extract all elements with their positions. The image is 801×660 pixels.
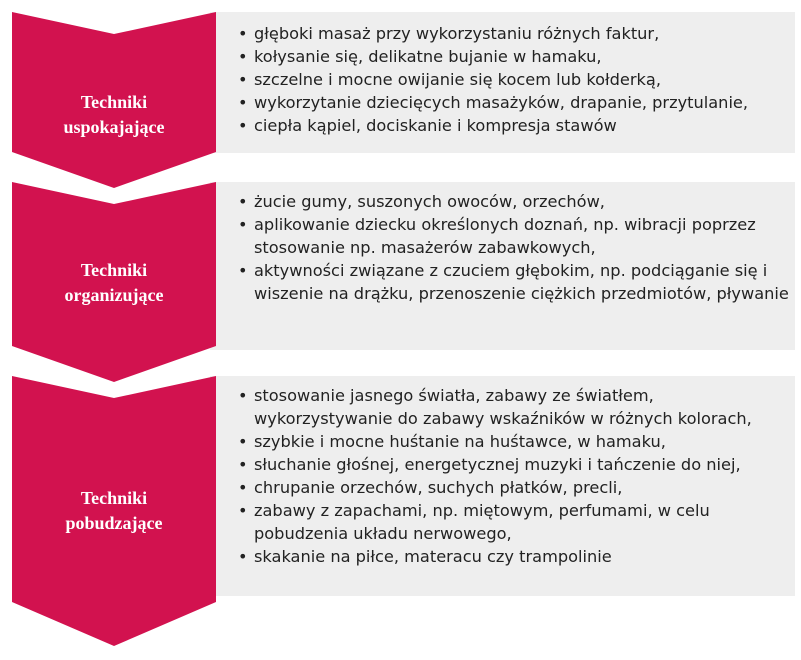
list-item: • kołysanie się, delikatne bujanie w hamaku, [234,45,791,68]
list-item: • szybkie i mocne huśtanie na huśtawce, w hamaku, [234,430,791,453]
section-title-line1: Techniki [80,92,148,112]
list-item: • głęboki masaż przy wykorzystaniu różnych faktur, [234,22,791,45]
chevron-label [12,258,216,308]
section-pobudzajace [0,376,801,596]
chevron-organizujace [12,182,216,382]
list-item: • ciepła kąpiel, dociskanie i kompresja stawów [234,114,791,137]
section-uspokajajace [0,12,801,153]
list-item: • słuchanie głośnej, energetycznej muzyki i tańczenie do niej, [234,453,791,476]
section-title-line2: uspokajające [63,117,165,137]
section-title-line2: organizujące [64,285,164,305]
chevron-label [12,486,216,536]
chevron-label [12,90,216,140]
list-item: • zabawy z zapachami, np. miętowym, perfumami, w celu pobudzenia układu nerwowego, [234,499,791,545]
technique-list [234,384,791,568]
list-item: • stosowanie jasnego światła, zabawy ze światłem, wykorzystywanie do zabawy wskaźników w różnych kolorach, [234,384,791,430]
list-item: • aktywności związane z czuciem głębokim, np. podciąganie się i wiszenie na drążku, przenoszenie ciężkich przedmiotów, pływanie [234,259,791,305]
section-title-line2: pobudzające [65,513,163,533]
list-item: • żucie gumy, suszonych owoców, orzechów, [234,190,791,213]
list-item: • wykorzytanie dziecięcych masażyków, drapanie, przytulanie, [234,91,791,114]
section-title-line1: Techniki [80,488,148,508]
list-item: • skakanie na piłce, materacu czy trampolinie [234,545,791,568]
section-title-line1: Techniki [80,260,148,280]
chevron-uspokajajace [12,12,216,188]
section-organizujace [0,182,801,350]
list-item: • chrupanie orzechów, suchych płatków, precli, [234,476,791,499]
chevron-pobudzajace [12,376,216,646]
technique-list [234,190,791,305]
list-item: • aplikowanie dziecku określonych doznań, np. wibracji poprzez stosowanie np. masażerów zabawkowych, [234,213,791,259]
technique-list [234,22,791,137]
list-item: • szczelne i mocne owijanie się kocem lub kołderką, [234,68,791,91]
